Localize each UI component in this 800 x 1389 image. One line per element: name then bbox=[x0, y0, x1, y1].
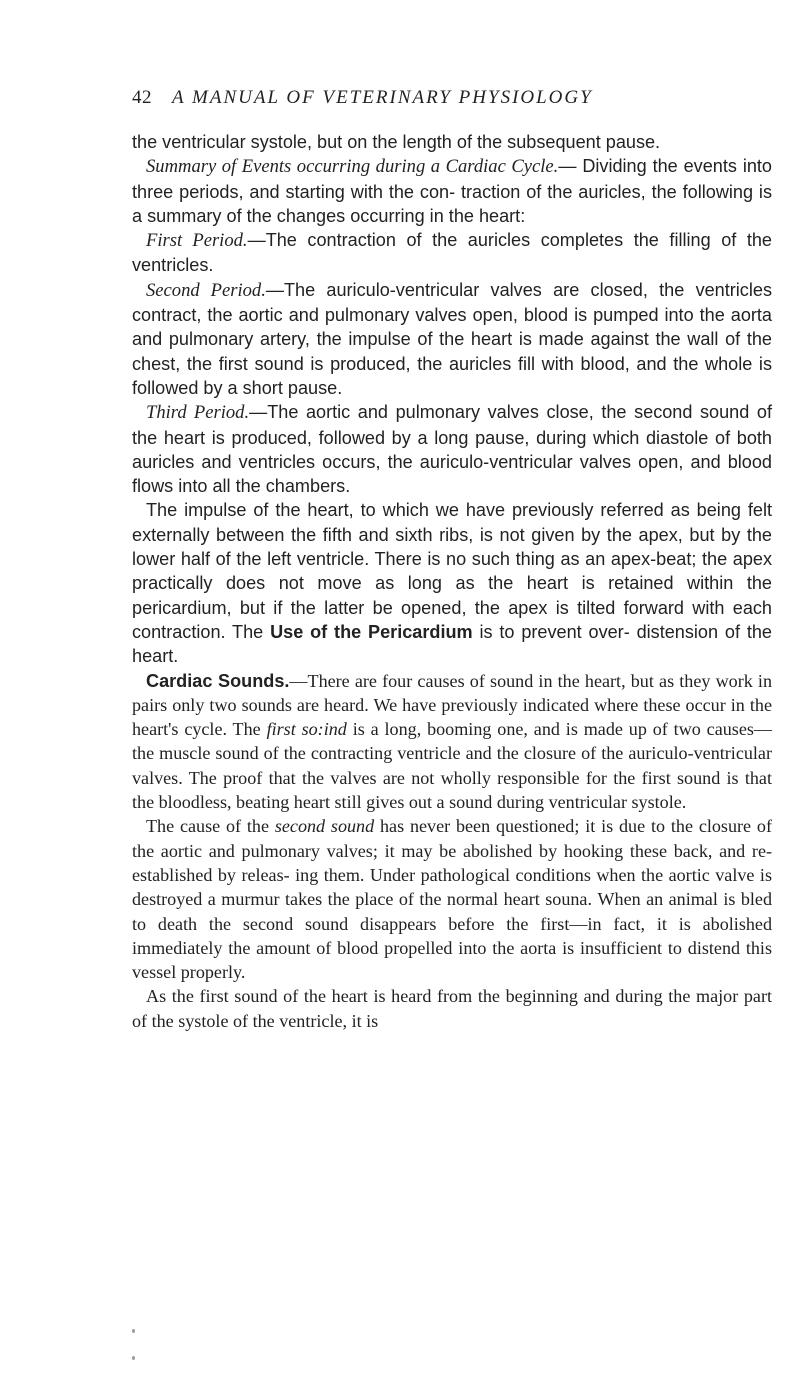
body-text bbox=[132, 130, 772, 1033]
use-of-pericardium-term: Use of the Pericardium bbox=[270, 621, 473, 642]
paragraph-continuation: the ventricular systole, but on the length of the subsequent pause. bbox=[132, 132, 661, 152]
paragraph-cardiac-sounds: Cardiac Sounds.—There are four causes of sound in the heart, but as they work in pairs only two sounds are heard. We have previously indicated where these occur in the heart's cycle. The first so:ind is a long, booming one, and is made up of two causes— the muscle sound of the contracting ventricle and the closure of the auriculo-ventricular valves. The proof that the valves are not wholly responsible for the first sound is that the bloodless, beating heart still gives out a sound during ventricular systole. bbox=[132, 670, 772, 813]
print-speck bbox=[132, 1329, 135, 1333]
first-period-heading: First Period. bbox=[146, 230, 248, 252]
paragraph-second-period: Second Period.—The auriculo-ventricular valves are closed, the ventricles contract, the aortic and pulmonary valves open, blood is pumped into the aorta and pulmonary artery, the impulse of the heart is made against the wall of the chest, the first sound is produced, the auricles fill with blood, and the whole is followed by a short pause. bbox=[132, 279, 772, 398]
running-title: A MANUAL OF VETERINARY PHYSIOLOGY bbox=[172, 87, 593, 108]
paragraph-first-period: First Period.—The contraction of the auricles completes the filling of the ventricles. bbox=[132, 230, 772, 276]
page-number: 42 bbox=[132, 87, 152, 108]
paragraph-second-sound: The cause of the second sound has never been questioned; it is due to the closure of the aortic and pulmonary valves; it may be abolished by hooking these back, and re-established by releas- ing them. Under pathological conditions when the aortic valve is destroyed a murmur takes the place of the normal heart sounа. When an animal is bled to death the second sound disappears before the first—in fact, it is abolished immediately the amount of blood propelled into the aorta is insufficient to distend this vessel properly. bbox=[132, 816, 772, 983]
paragraph-summary: Summary of Events occurring during a Cardiac Cycle.— Dividing the events into three periods, and starting with the con- traction of the auricles, the following is a summary of the changes occurring in the heart: bbox=[132, 156, 772, 226]
page-header bbox=[132, 87, 772, 113]
third-period-heading: Third Period. bbox=[146, 402, 250, 424]
paragraph-first-sound-continued: As the first sound of the heart is heard from the beginning and during the major part of the systole of the ventricle, it is bbox=[132, 986, 772, 1031]
second-sound-term: second sound bbox=[274, 816, 375, 837]
first-sound-term: first so:ind bbox=[266, 719, 347, 740]
cardiac-sounds-heading: Cardiac Sounds. bbox=[146, 670, 290, 691]
print-speck bbox=[132, 1356, 135, 1360]
second-period-heading: Second Period. bbox=[146, 279, 266, 301]
paragraph-impulse: The impulse of the heart, to which we have previously referred as being felt externally between the fifth and sixth ribs, is not given by the apex, but by the lower half of the left ventricle. There is no such thing as an apex-beat; the apex practically does not move as long as the heart is retained within the pericardium, but if the latter be opened, the apex is tilted forward with each contraction. The Use of the Pericardium is to prevent over- distension of the heart. bbox=[132, 500, 772, 667]
paragraph-third-period: Third Period.—The aortic and pulmonary valves close, the second sound of the heart is produced, followed by a long pause, during which diastole of both auricles and ventricles occurs, the auriculo-ventricular valves open, and blood flows into all the chambers. bbox=[132, 402, 772, 497]
summary-heading: Summary of Events occurring during a Cardiac Cycle. bbox=[146, 156, 559, 178]
